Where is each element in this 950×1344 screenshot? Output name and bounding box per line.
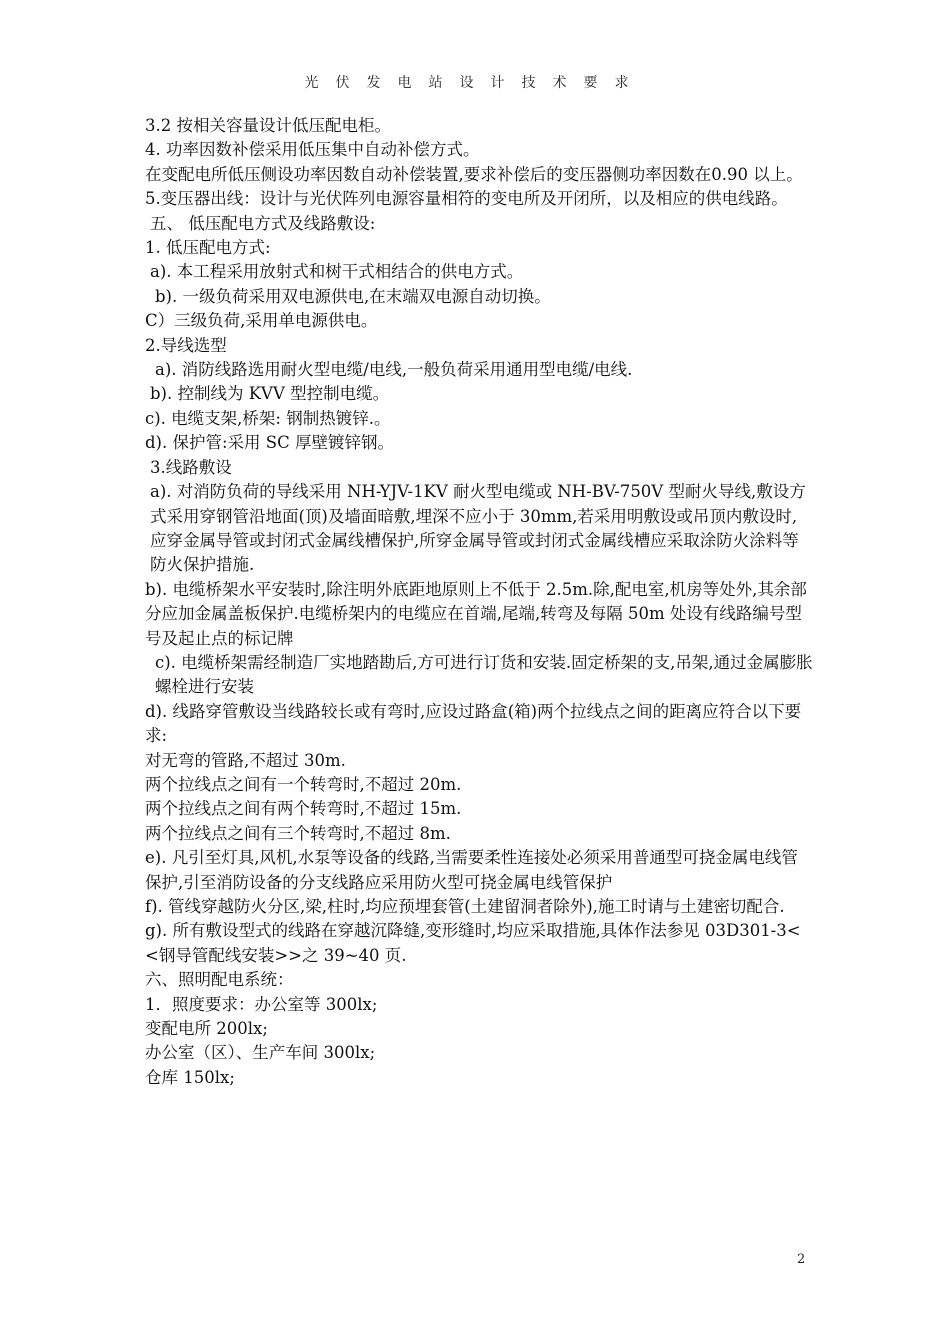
- section-heading: 五、 低压配电方式及线路敷设:: [150, 213, 376, 233]
- text-paragraph: d). 线路穿管敷设当线路较长或有弯时,应设过路盒(箱)两个拉线点之间的距离应符合以下要: [145, 701, 802, 721]
- text-line: d). 保护管:采用 SC 厚壁镀锌钢。: [145, 433, 394, 453]
- text-paragraph: g). 所有敷设型式的线路在穿越沉降缝,变形缝时,均应采取措施,具体作法参见 03D301-3<<钢导管配线安装>>之 39~40 页.: [145, 921, 801, 965]
- text-line: a). 消防线路选用耐火型电缆/电线,一般负荷采用通用型电缆/电线.: [155, 360, 633, 380]
- text-paragraph: e). 凡引至灯具,风机,水泵等设备的线路,当需要柔性连接处必须采用普通型可挠金属电线管保护,引至消防设备的分支线路应采用防火型可挠金属电线管保护: [145, 848, 798, 892]
- text-line: C）三级负荷,采用单电源供电。: [145, 311, 378, 331]
- text-line: 5.变压器出线：设计与光伏阵列电源容量相符的变电所及开闭所，以及相应的供电线路。: [145, 189, 788, 209]
- text-line: b). 一级负荷采用双电源供电,在末端双电源自动切换。: [155, 286, 551, 306]
- document-body: [145, 114, 813, 1090]
- section-heading: 六、照明配电系统：: [145, 970, 294, 990]
- text-line: c). 电缆支架,桥架: 钢制热镀锌.。: [145, 408, 391, 428]
- text-line: a). 本工程采用放射式和树干式相结合的供电方式。: [150, 262, 524, 282]
- text-line: 3.2 按相关容量设计低压配电柜。: [145, 116, 391, 135]
- text-line: 求:: [145, 726, 168, 746]
- text-line: 4. 功率因数补偿采用低压集中自动补偿方式。: [145, 140, 480, 160]
- page-header-title: 光伏发电站设计技术要求: [304, 75, 646, 91]
- text-line: 对无弯的管路,不超过 30m.: [145, 750, 346, 770]
- text-paragraph: b). 电缆桥架水平安装时,除注明外底距地原则上不低于 2.5m.除,配电室,机房等处外,其余部分应加金属盖板保护.电缆桥架内的电缆应在首端,尾端,转弯及每隔 50m 处设有线路编号型号及起止点的标记牌: [145, 579, 807, 648]
- text-line: b). 控制线为 KVV 型控制电缆。: [150, 384, 390, 404]
- text-line: 变配电所 200lx;: [145, 1019, 268, 1039]
- subsection-heading: 3.线路敷设: [150, 457, 232, 477]
- text-paragraph: a). 对消防负荷的导线采用 NH-YJV-1KV 耐火型电缆或 NH-BV-750V 型耐火导线,敷设方式采用穿钢管沿地面(顶)及墙面暗敷,埋深不应小于 30mm,若采用明敷设或吊顶内敷设时,应穿金属导管或封闭式金属线槽保护,所穿金属导管或封闭式金属线槽应采取涂防火涂料等防火保护措施.: [150, 482, 806, 575]
- subsection-heading: 1. 低压配电方式:: [145, 238, 271, 258]
- text-line: 两个拉线点之间有三个转弯时,不超过 8m.: [145, 823, 451, 843]
- text-paragraph: c). 电缆桥架需经制造厂实地踏勘后,方可进行订货和安装.固定桥架的支,吊架,通过金属膨胀螺栓进行安装: [155, 652, 813, 697]
- text-paragraph: f). 管线穿越防火分区,梁,柱时,均应预埋套管(土建留洞者除外),施工时请与土建密切配合.: [145, 897, 785, 916]
- text-line: 在变配电所低压侧设功率因数自动补偿装置,要求补偿后的变压器侧功率因数在0.90 以上。: [145, 164, 803, 184]
- page-number: 2: [797, 1252, 806, 1267]
- text-line: 两个拉线点之间有两个转弯时,不超过 15m.: [145, 799, 462, 819]
- text-line: 办公室（区）、生产车间 300lx;: [145, 1043, 376, 1063]
- subsection-heading: 2.导线选型: [145, 335, 227, 355]
- text-line: 两个拉线点之间有一个转弯时,不超过 20m.: [145, 774, 462, 794]
- text-line: 仓库 150lx;: [145, 1067, 235, 1087]
- text-line: 1．照度要求：办公室等 300lx;: [145, 994, 378, 1014]
